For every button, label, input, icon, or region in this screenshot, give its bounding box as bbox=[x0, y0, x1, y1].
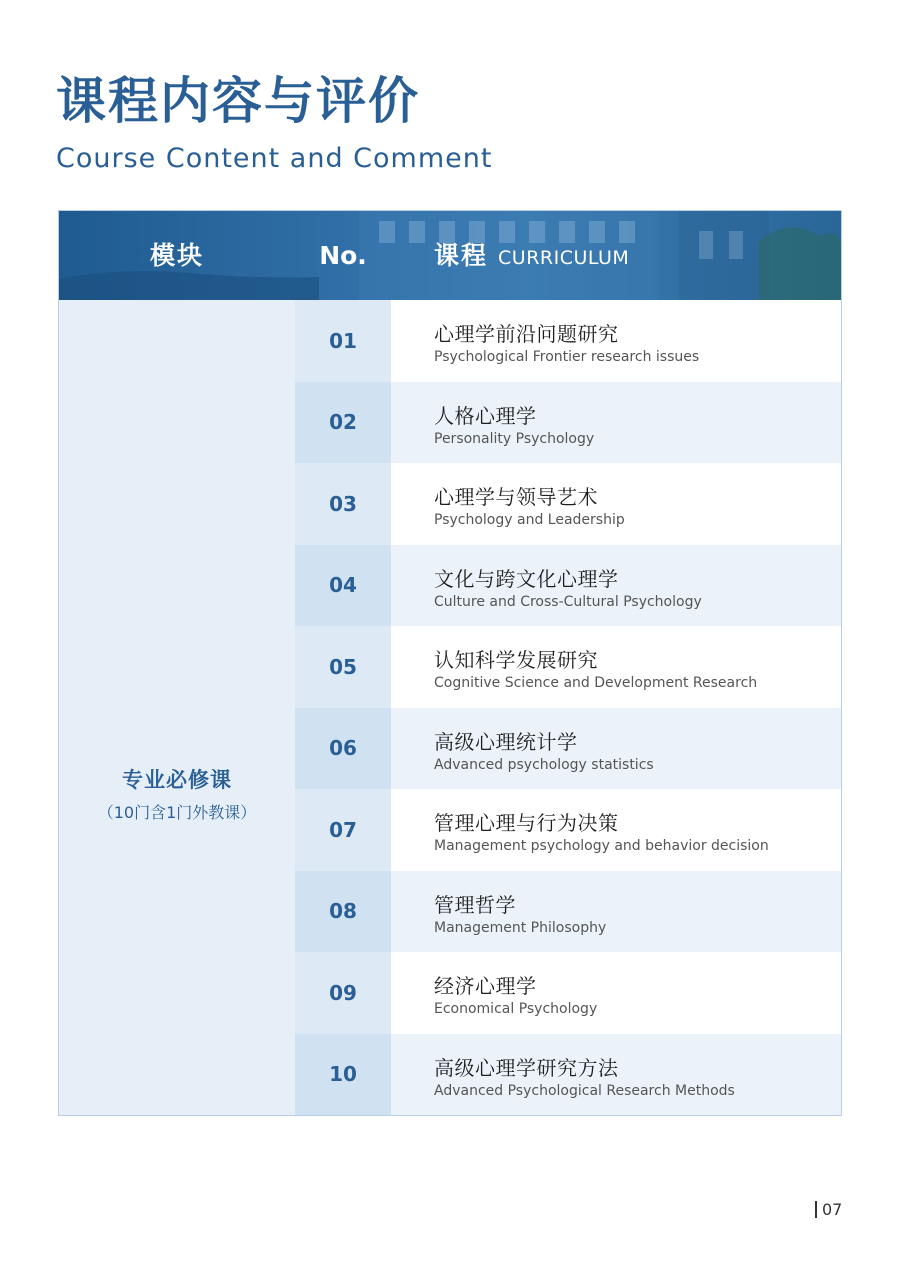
column-header-course-en: CURRICULUM bbox=[498, 247, 630, 269]
table-row bbox=[295, 1034, 841, 1116]
table-row bbox=[295, 708, 841, 790]
course-title-en: Cognitive Science and Development Research bbox=[434, 675, 758, 691]
curriculum-table bbox=[58, 210, 842, 1116]
course-title-en: Psychological Frontier research issues bbox=[434, 349, 700, 365]
table-header bbox=[59, 211, 841, 300]
course-title-zh: 管理心理与行为决策 bbox=[434, 811, 619, 835]
course-title-en: Management Philosophy bbox=[434, 919, 607, 936]
course-title-en: Advanced Psychological Research Methods bbox=[434, 1082, 735, 1099]
page-subtitle: Course Content and Comment bbox=[56, 143, 493, 174]
table-row bbox=[295, 463, 841, 545]
course-number: 10 bbox=[295, 1034, 391, 1116]
course-number: 03 bbox=[295, 463, 391, 545]
course-title-en: Culture and Cross-Cultural Psychology bbox=[434, 593, 702, 610]
course-cell bbox=[391, 708, 841, 790]
course-cell bbox=[391, 789, 841, 871]
column-header-course bbox=[434, 211, 629, 300]
table-row bbox=[295, 300, 841, 382]
course-cell bbox=[391, 1034, 841, 1116]
course-title-zh: 高级心理学研究方法 bbox=[434, 1055, 619, 1080]
course-number: 05 bbox=[295, 626, 391, 708]
course-title-zh: 心理学与领导艺术 bbox=[434, 485, 598, 509]
course-title-zh: 经济心理学 bbox=[434, 974, 537, 998]
course-title-zh: 心理学前沿问题研究 bbox=[434, 322, 619, 346]
column-header-module: 模块 bbox=[149, 241, 204, 270]
course-cell bbox=[391, 382, 841, 464]
course-title-en: Psychology and Leadership bbox=[434, 512, 625, 528]
course-number: 06 bbox=[295, 708, 391, 790]
table-row bbox=[295, 952, 841, 1034]
module-note: （10门含1门外教课） bbox=[97, 803, 257, 822]
page-number-value: 07 bbox=[822, 1200, 843, 1219]
course-title-zh: 高级心理统计学 bbox=[434, 729, 578, 754]
course-title-en: Personality Psychology bbox=[434, 430, 595, 447]
course-number: 01 bbox=[295, 300, 391, 382]
course-number: 02 bbox=[295, 382, 391, 464]
table-row bbox=[295, 626, 841, 708]
course-cell bbox=[391, 871, 841, 953]
page-number bbox=[815, 1200, 842, 1219]
page-title: 课程内容与评价 bbox=[56, 72, 420, 130]
course-cell bbox=[391, 300, 841, 382]
table-row bbox=[295, 545, 841, 627]
course-title-en: Advanced psychology statistics bbox=[434, 756, 654, 773]
course-title-en: Economical Psychology bbox=[434, 1001, 598, 1017]
module-cell bbox=[59, 300, 295, 1115]
course-title-zh: 管理哲学 bbox=[434, 892, 516, 917]
column-header-number: No. bbox=[319, 241, 367, 270]
course-rows bbox=[295, 300, 841, 1115]
course-cell bbox=[391, 626, 841, 708]
course-number: 08 bbox=[295, 871, 391, 953]
course-number: 09 bbox=[295, 952, 391, 1034]
course-number: 07 bbox=[295, 789, 391, 871]
table-row bbox=[295, 871, 841, 953]
course-cell bbox=[391, 952, 841, 1034]
module-name: 专业必修课 bbox=[122, 768, 232, 792]
course-title-zh: 文化与跨文化心理学 bbox=[434, 566, 619, 591]
table-row bbox=[295, 789, 841, 871]
course-number: 04 bbox=[295, 545, 391, 627]
table-row bbox=[295, 382, 841, 464]
course-title-zh: 人格心理学 bbox=[434, 403, 537, 428]
course-title-zh: 认知科学发展研究 bbox=[434, 648, 598, 672]
column-header-course-zh: 课程 bbox=[434, 241, 489, 270]
course-cell bbox=[391, 463, 841, 545]
page-number-divider bbox=[815, 1201, 817, 1218]
course-cell bbox=[391, 545, 841, 627]
course-title-en: Management psychology and behavior decision bbox=[434, 838, 769, 854]
